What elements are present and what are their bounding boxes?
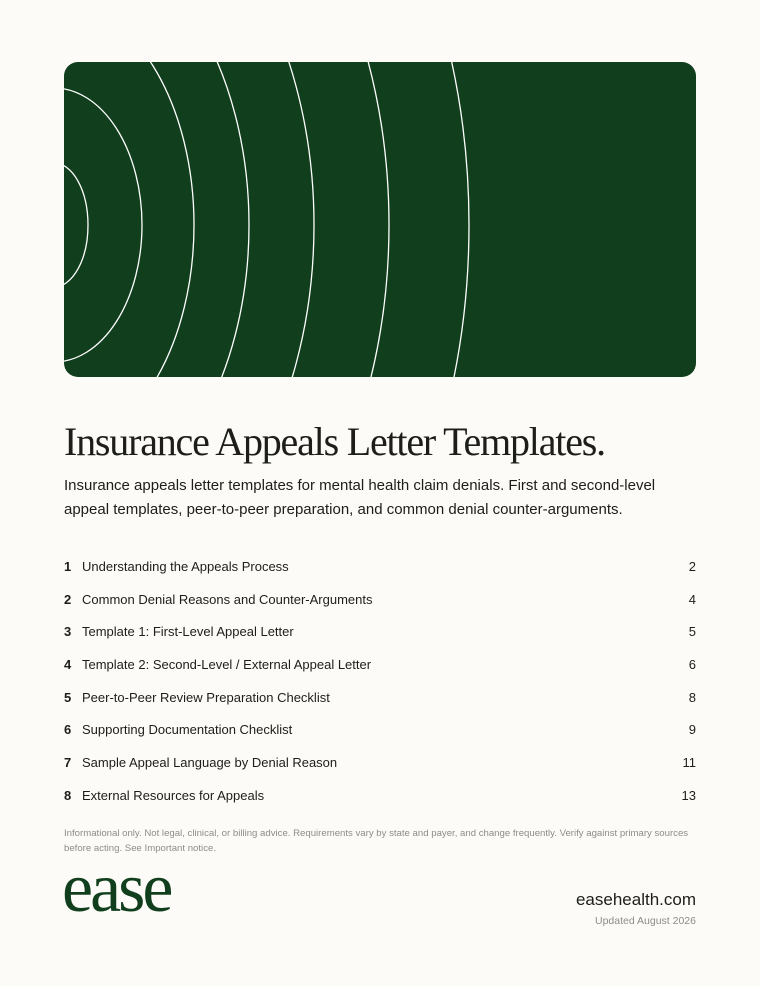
toc-item[interactable] [64, 746, 696, 779]
toc-item[interactable] [64, 550, 696, 583]
toc-item-page: 6 [688, 656, 696, 672]
toc-item-page: 4 [688, 591, 696, 607]
toc-item-label: Sample Appeal Language by Denial Reason [82, 754, 338, 770]
toc-item[interactable] [64, 779, 696, 812]
toc-item-label: Template 1: First-Level Appeal Letter [82, 624, 294, 640]
table-of-contents [64, 550, 696, 812]
toc-item-label: Template 2: Second-Level / External Appeal Letter [82, 656, 372, 672]
toc-item-page: 5 [688, 624, 696, 640]
toc-item-page: 2 [688, 558, 696, 574]
toc-item-number: 5 [64, 689, 72, 705]
toc-item-number: 1 [64, 558, 72, 574]
toc-item-page: 9 [688, 722, 696, 738]
hero-banner [64, 62, 696, 377]
toc-item-label: External Resources for Appeals [82, 787, 265, 803]
toc-item-number: 7 [64, 754, 72, 770]
intro-paragraph: Insurance appeals letter templates for mental health claim denials. First and second-level appeal templates, peer-to-peer preparation, and common denial counter-arguments. [64, 477, 656, 518]
toc-item-page: 13 [681, 787, 696, 803]
toc-item-page: 8 [688, 689, 696, 705]
toc-item[interactable] [64, 681, 696, 714]
toc-item[interactable] [64, 583, 696, 616]
toc-item-number: 4 [64, 656, 72, 672]
toc-item-label: Common Denial Reasons and Counter-Arguments [82, 591, 373, 607]
toc-item-number: 8 [64, 787, 72, 803]
toc-item-number: 6 [64, 722, 72, 738]
toc-item-number: 3 [64, 624, 72, 640]
page-title: Insurance Appeals Letter Templates. [64, 419, 605, 464]
toc-item[interactable] [64, 648, 696, 681]
disclaimer-text: Informational only. Not legal, clinical, or billing advice. Requirements vary by state and payer, and change frequently. Verify against primary sources before acting. See Important notice. [64, 828, 689, 854]
toc-item[interactable] [64, 713, 696, 746]
updated-date: Updated August 2026 [594, 915, 696, 927]
website-link[interactable]: easehealth.com [575, 890, 696, 909]
toc-item-number: 2 [64, 591, 72, 607]
toc-item-label: Understanding the Appeals Process [82, 558, 289, 574]
ease-logo: ease [62, 850, 171, 927]
toc-item-page: 11 [682, 754, 696, 770]
toc-item[interactable] [64, 615, 696, 648]
concentric-arcs-graphic [64, 62, 696, 377]
toc-item-label: Supporting Documentation Checklist [82, 722, 293, 738]
toc-item-label: Peer-to-Peer Review Preparation Checklist [82, 689, 330, 705]
